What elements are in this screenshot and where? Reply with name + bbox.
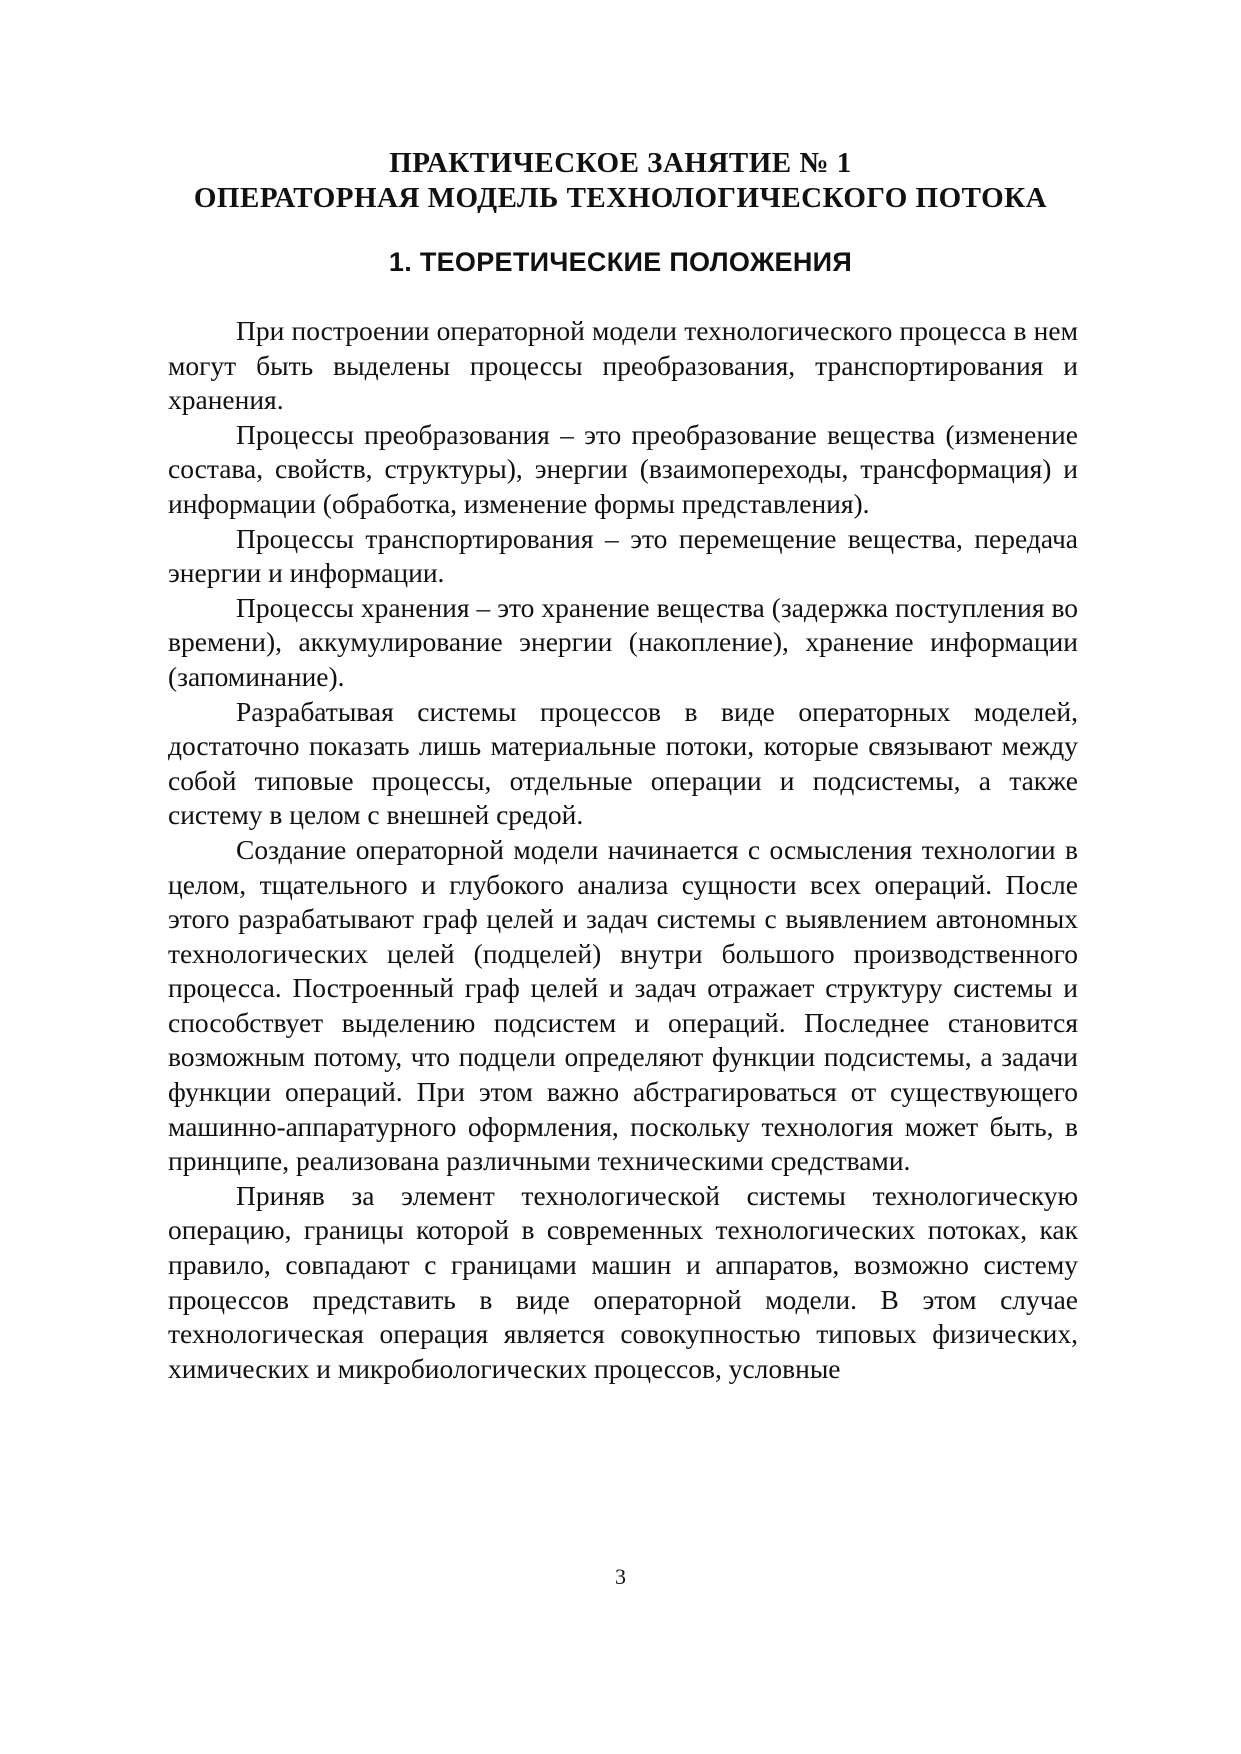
paragraph: Процессы хранения – это хранение вещества (задержка поступления во времени), аккумулирование энергии (накопление), хранение информации (запоминание). <box>168 591 1078 692</box>
paragraph: Процессы транспортирования – это перемещение вещества, передача энергии и информации. <box>168 522 1078 589</box>
paragraph: Разрабатывая системы процессов в виде операторных моделей, достаточно показать лишь материальные потоки, которые связывают между собой типовые процессы, отдельные операции и подсистемы, а также систему в целом с внешней средой. <box>168 695 1078 831</box>
page-number: 3 <box>615 1564 626 1589</box>
document-title-line-2: ОПЕРАТОРНАЯ МОДЕЛЬ ТЕХНОЛОГИЧЕСКОГО ПОТОКА <box>193 182 1048 214</box>
paragraph: Приняв за элемент технологической системы технологическую операцию, границы которой в современных технологических потоках, как правило, совпадают с границами машин и аппаратов, возможно систему процессов представить в виде операторной модели. В этом случае технологическая операция является совокупностью типовых физических, химических и микробиологических процессов, условные <box>168 1179 1078 1384</box>
document-title-line-1: ПРАКТИЧЕСКОЕ ЗАНЯТИЕ № 1 <box>389 147 852 179</box>
paragraph: Процессы преобразования – это преобразование вещества (изменение состава, свойств, структуры), энергии (взаимопереходы, трансформация) и информации (обработка, изменение формы представления). <box>168 418 1078 519</box>
body-text <box>168 314 1078 1386</box>
paragraph: Создание операторной модели начинается с осмысления технологии в целом, тщательного и глубокого анализа сущности всех операций. После этого разрабатывают граф целей и задач системы с выявлением автономных технологических целей (подцелей) внутри большого производственного процесса. Построенный граф целей и задач отражает структуру системы и способствует выделению подсистем и операций. Последнее становится возможным потому, что подцели определяют функции подсистемы, а задачи функции операций. При этом важно абстрагироваться от существующего машинно-аппаратурного оформления, поскольку технология может быть, в принципе, реализована различными техническими средствами. <box>168 833 1078 1177</box>
paragraph: При построении операторной модели технологического процесса в нем могут быть выделены процессы преобразования, транспортирования и хранения. <box>168 315 1078 416</box>
section-heading: 1. ТЕОРЕТИЧЕСКИЕ ПОЛОЖЕНИЯ <box>388 247 853 277</box>
